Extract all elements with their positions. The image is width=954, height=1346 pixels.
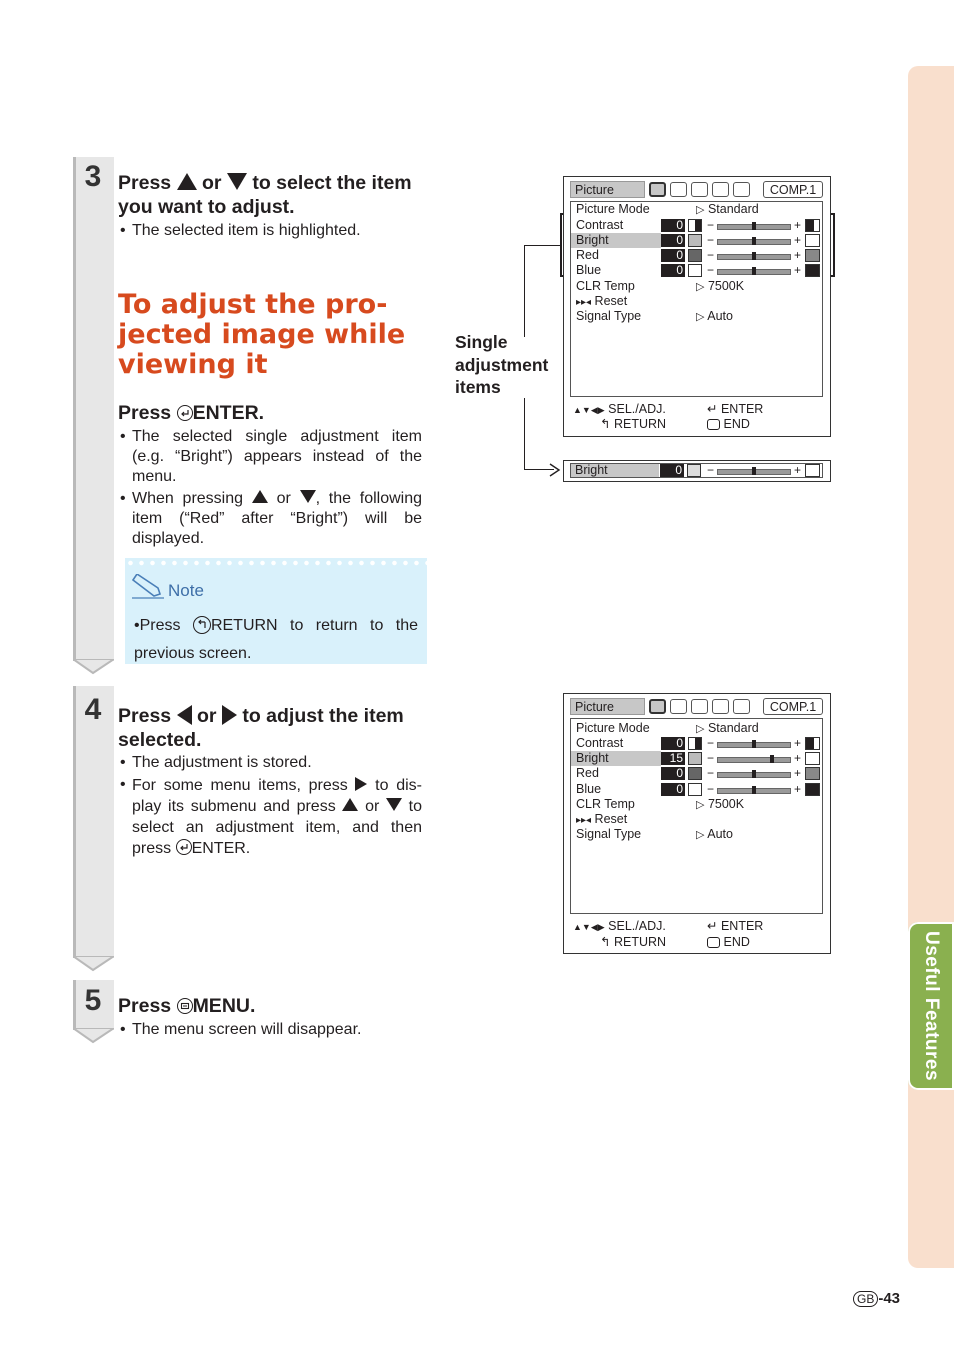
menu-2-list [570,718,823,914]
contrast-high-icon [805,219,820,232]
bright-low-icon [688,234,702,247]
input-indicator: COMP.1 [763,698,823,715]
language-icon[interactable] [733,182,750,197]
menu-item-red[interactable]: Red [576,248,599,262]
reset-icon: ▸▸◂ [576,297,592,308]
single-slider-bright[interactable]: − + [707,463,801,477]
return-icon: ↰ [600,417,611,431]
enter-icon: ↵ [707,402,718,416]
menu-item-clr-temp[interactable]: CLR Temp [576,797,635,811]
menu-end-icon [707,419,720,430]
value-blue: 0 [661,264,685,277]
callout-line-h [524,245,560,246]
callout-arrow-icon [549,463,561,482]
footer-return: ↰ RETURN [600,417,667,431]
input-indicator: COMP.1 [763,181,823,198]
menu-item-contrast[interactable]: Contrast [576,736,624,750]
step-3-bullets: • The selected item is highlighted. [120,222,361,239]
up-arrow-icon [177,173,197,190]
osd-menu-2 [563,693,831,954]
red-high-icon [805,767,820,780]
slider-bright[interactable]: − + [707,751,801,765]
step-3-heading: Press or to select the item you want to adjust. [118,172,412,218]
menu-item-red[interactable]: Red [576,766,599,780]
value-contrast: 0 [661,219,685,232]
value-red: 0 [661,249,685,262]
return-icon: ↰ [600,935,611,949]
single-label-bright: Bright [575,463,608,477]
footer-end: END [707,417,750,432]
red-high-icon [805,249,820,262]
menu-1-list [570,201,823,397]
menu-end-icon [707,937,720,948]
menu-item-clr-temp[interactable]: CLR Temp [576,279,635,293]
slider-contrast[interactable]: − + [707,218,801,232]
slider-blue[interactable]: − + [707,263,801,277]
menu-item-blue[interactable]: Blue [576,782,602,796]
up-arrow-icon [252,490,268,503]
down-arrow-icon [386,798,402,811]
red-low-icon [688,249,702,262]
slider-blue[interactable]: − + [707,782,801,796]
option-picture-mode: ▷ Standard [696,202,759,216]
down-arrow-icon [227,173,247,190]
step-3-number: 3 [84,160,102,193]
callout-line-top [524,245,525,337]
step-5-heading: Press MENU. [118,995,256,1017]
slider-red[interactable]: − + [707,248,801,262]
slider-red[interactable]: − + [707,766,801,780]
single-adjustment-bar [563,460,831,482]
right-arrow-icon [355,777,367,791]
note-text: •Press RETURN to return to the previous screen. [134,617,418,662]
option-signal-type: ▷ Auto [696,309,733,323]
setup-icon[interactable] [691,182,708,197]
menu-item-signal-type[interactable]: Signal Type [576,309,642,323]
bright-high-icon [805,234,820,247]
language-icon[interactable] [733,699,750,714]
callout-label: Single adjustment items [455,332,549,397]
menu-item-picture-mode[interactable]: Picture Mode [576,202,650,216]
slider-bright[interactable]: − + [707,233,801,247]
gb-badge: GB [853,1291,878,1307]
slider-contrast[interactable]: − + [707,736,801,750]
arrows-icon: ▲▼◀▶ [573,922,605,932]
menu-item-contrast[interactable]: Contrast [576,218,624,232]
blue-high-icon [805,264,820,277]
options-icon[interactable] [712,182,729,197]
note-pencil-icon [130,574,166,607]
fine-sync-icon[interactable] [670,699,687,714]
value-bright: 15 [661,752,685,765]
left-arrow-icon [177,705,192,725]
footer-return: ↰ RETURN [600,935,667,949]
menu-item-bright[interactable]: Bright [576,233,609,247]
step-4-bullets: • The adjustment is stored. • For some menu items, press to dis-play its submenu and press or to select an adjustment item, and then press ENTER. [120,754,423,857]
option-clr-temp: ▷ 7500K [696,797,745,811]
menu-item-blue[interactable]: Blue [576,263,602,277]
option-picture-mode: ▷ Standard [696,721,759,735]
value-red: 0 [661,767,685,780]
menu-icons [649,181,750,198]
step-5-bullets: • The menu screen will disappear. [120,1021,362,1038]
enter-button-icon [176,839,192,855]
right-arrow-icon [222,705,237,725]
menu-item-reset[interactable]: ▸▸◂ Reset [576,812,628,826]
bright-high-icon [805,464,820,477]
osd-menu-1 [563,176,831,437]
picture-icon[interactable] [649,699,666,714]
menu-item-reset[interactable]: ▸▸◂ Reset [576,294,628,308]
footer-enter: ↵ ENTER [707,919,764,933]
step-5-number: 5 [84,984,102,1017]
press-enter-heading: Press ENTER. [118,402,265,424]
menu-tab-picture[interactable]: Picture [570,698,645,715]
option-signal-type: ▷ Auto [696,827,733,841]
footer-sel-adj: ▲▼◀▶ SEL./ADJ. [573,402,666,416]
menu-item-signal-type[interactable]: Signal Type [576,827,642,841]
step-4-heading: Press or to adjust the item selected. [118,705,404,751]
contrast-low-icon [688,219,702,232]
value-blue: 0 [661,783,685,796]
note-title: Note [168,581,204,600]
menu-tab-picture[interactable]: Picture [570,181,645,198]
section-title: To adjust the pro- jected image while viewing it [118,289,406,380]
footer-sel-adj: ▲▼◀▶ SEL./ADJ. [573,919,666,933]
menu-icons [649,698,750,715]
single-value-bright: 0 [660,464,684,477]
red-low-icon [688,767,702,780]
step-3-bar [73,157,114,661]
menu-button-icon [177,998,193,1014]
section-bullets: • The selected single adjustment item (e.g. “Bright”) appears instead of the menu. • When pressing or , the following item (“Red” after “Bright”) will be displayed. [120,428,423,547]
footer-enter: ↵ ENTER [707,402,764,416]
bright-high-icon [805,752,820,765]
note-dots-border [125,558,427,568]
menu-item-bright[interactable]: Bright [576,751,609,765]
reset-icon: ▸▸◂ [576,815,592,826]
bright-low-icon [687,464,701,477]
side-tab-label: Useful Features [921,930,942,1082]
page-number: GB -43 [853,1290,900,1307]
enter-button-icon [177,405,193,421]
value-bright: 0 [661,234,685,247]
options-icon[interactable] [712,699,729,714]
enter-icon: ↵ [707,919,718,933]
fine-sync-icon[interactable] [670,182,687,197]
picture-icon[interactable] [649,182,666,197]
arrows-icon: ▲▼◀▶ [573,405,605,415]
up-arrow-icon [342,798,358,811]
setup-icon[interactable] [691,699,708,714]
callout-line-bottom [524,398,525,470]
blue-low-icon [688,264,702,277]
footer-end: END [707,935,750,950]
return-button-icon [193,616,211,634]
down-arrow-icon [300,490,316,503]
blue-high-icon [805,783,820,796]
menu-item-picture-mode[interactable]: Picture Mode [576,721,650,735]
option-clr-temp: ▷ 7500K [696,279,745,293]
value-contrast: 0 [661,737,685,750]
bright-low-icon [688,752,702,765]
blue-low-icon [688,783,702,796]
contrast-low-icon [688,737,702,750]
contrast-high-icon [805,737,820,750]
step-4-number: 4 [84,693,102,726]
